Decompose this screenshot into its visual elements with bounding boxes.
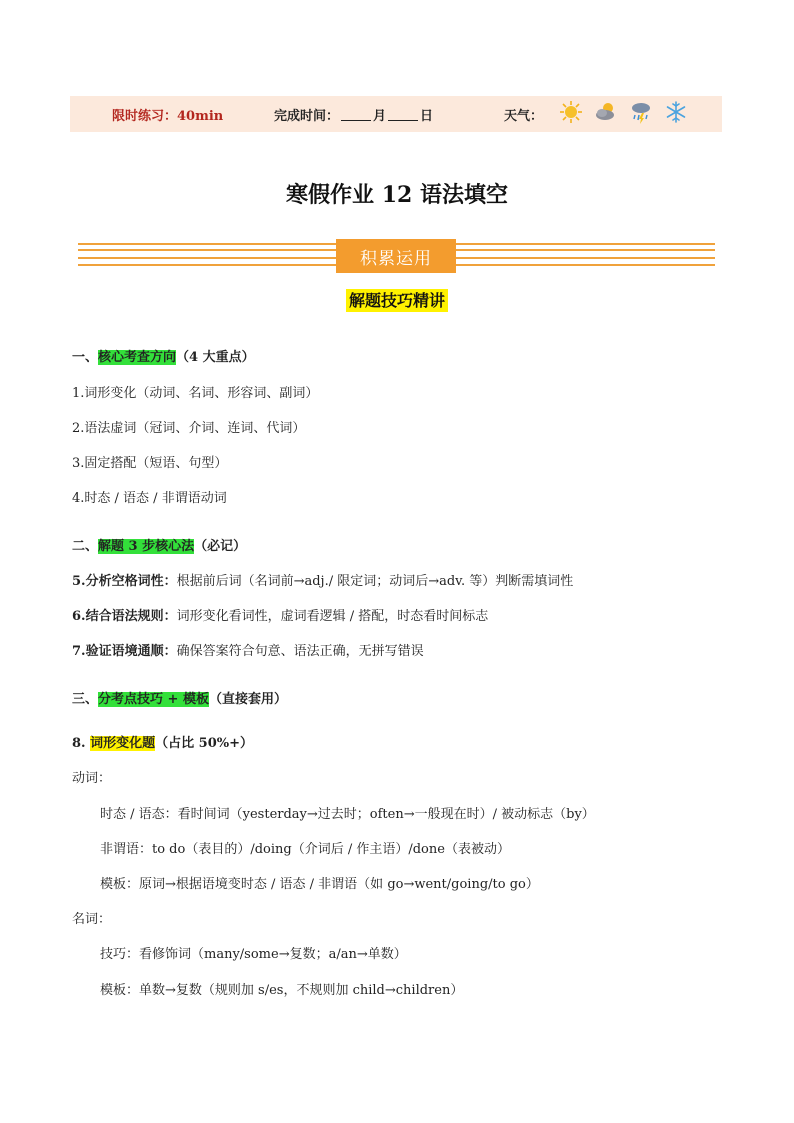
noun-label: 名词：: [72, 912, 112, 927]
subsection-8-heading: 8. 词形变化题（占比 50%+）: [72, 736, 253, 751]
sun-icon[interactable]: [558, 99, 584, 125]
list-item: 时态 / 语态：看时间词（yesterday→过去时；often→一般现在时）/ 被动标志（by）: [100, 807, 595, 822]
list-item: 4.时态 / 语态 / 非谓语动词: [72, 491, 227, 506]
list-item: 技巧：看修饰词（many/some→复数；a/an→单数）: [100, 947, 407, 962]
list-item: 模板：原词→根据语境变时态 / 语态 / 非谓语（如 go→went/going/to go）: [100, 877, 539, 892]
time-limit: 限时练习：40min: [112, 108, 224, 124]
title-suffix: 语法填空: [419, 183, 508, 208]
list-item: 6.结合语法规则：词形变化看词性，虚词看逻辑 / 搭配，时态看时间标志: [72, 609, 489, 624]
subtitle: [0, 288, 794, 311]
title-prefix: 寒假作业: [286, 183, 375, 208]
day-label: 日: [420, 108, 434, 124]
page-title: [0, 178, 794, 209]
verb-label: 动词：: [72, 771, 112, 786]
thunder-rain-icon[interactable]: [628, 99, 654, 125]
list-item: 1.词形变化（动词、名词、形容词、副词）: [72, 386, 319, 401]
month-blank[interactable]: [341, 108, 371, 121]
list-item: 2.语法虚词（冠词、介词、连词、代词）: [72, 421, 306, 436]
list-item: 7.验证语境通顺：确保答案符合句意、语法正确，无拼写错误: [72, 644, 424, 659]
subtitle-text: 解题技巧精讲: [346, 289, 448, 312]
snowflake-icon[interactable]: [663, 99, 689, 125]
section-3-heading: 三、分考点技巧 + 模板（直接套用）: [72, 692, 287, 707]
month-label: 月: [373, 108, 387, 124]
day-blank[interactable]: [388, 108, 418, 121]
weather-icons: [558, 99, 689, 125]
weather-label: 天气：: [504, 108, 544, 124]
section-banner: 积累运用: [336, 239, 456, 273]
list-item: 模板：单数→复数（规则加 s/es，不规则加 child→children）: [100, 983, 464, 998]
cloudy-sun-icon[interactable]: [593, 99, 619, 125]
practice-info-bar: [70, 96, 722, 132]
finish-time-label: 完成时间：: [274, 108, 340, 124]
list-item: 3.固定搭配（短语、句型）: [72, 456, 228, 471]
title-number: 12: [381, 182, 413, 208]
list-item: 非谓语：to do（表目的）/doing（介词后 / 作主语）/done（表被动）: [100, 842, 510, 857]
list-item: 5.分析空格词性：根据前后词（名词前→adj./ 限定词；动词后→adv. 等）判断需填词性: [72, 574, 574, 589]
section-1-heading: 一、核心考查方向（4 大重点）: [72, 350, 255, 365]
section-2-heading: 二、解题 3 步核心法（必记）: [72, 539, 247, 554]
finish-time: [274, 105, 433, 124]
